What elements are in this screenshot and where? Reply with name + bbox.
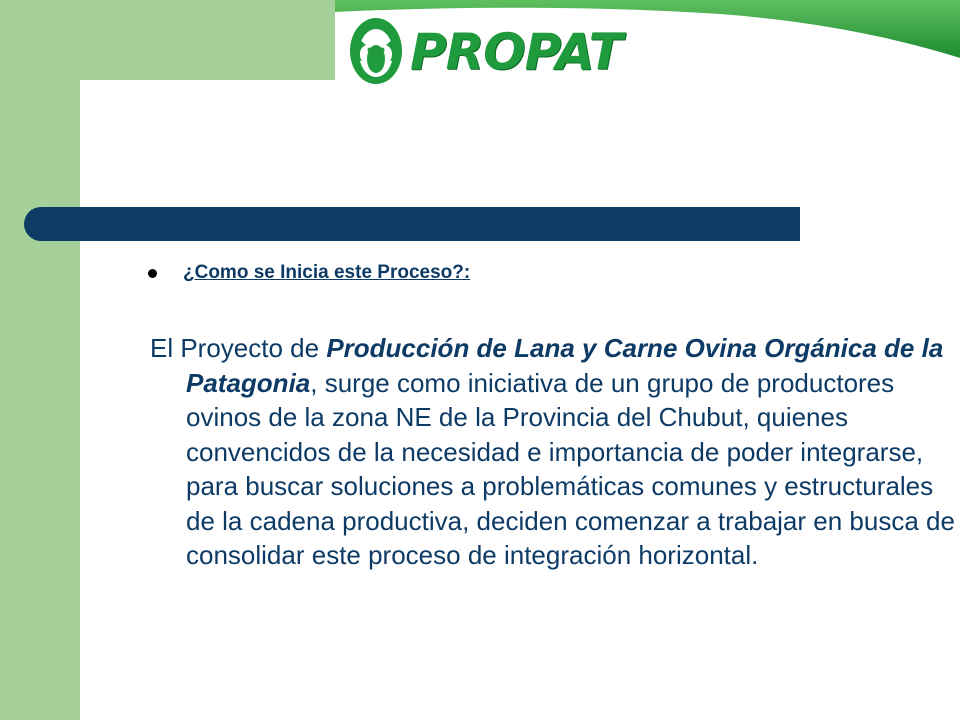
logo-wordmark: PROPAT bbox=[410, 23, 622, 81]
title-bar bbox=[24, 207, 800, 241]
paragraph-emphasis: Producción de Lana y Carne Ovina Orgánica de la Patagonia bbox=[186, 333, 944, 398]
ram-head-icon bbox=[348, 17, 404, 87]
green-side-panel bbox=[0, 0, 80, 720]
bullet-icon bbox=[148, 269, 157, 278]
paragraph-intro: El Proyecto de bbox=[150, 333, 327, 363]
bullet-heading-text[interactable]: ¿Como se Inicia este Proceso?: bbox=[183, 262, 471, 283]
paragraph-rest: , surge como iniciativa de un grupo de productores ovinos de la zona NE de la Provincia del Chubut, quienes convencidos de la necesidad e importancia de poder integrarse, para buscar soluciones a problemáticas comunes y estructurales de la cadena productiva, deciden comenzar a trabajar en busca de consolidar este proceso de integración horizontal. bbox=[186, 367, 955, 570]
propat-logo bbox=[348, 16, 622, 88]
body-paragraph bbox=[150, 331, 956, 573]
content-corner-curve bbox=[80, 80, 120, 120]
green-top-panel bbox=[0, 0, 335, 80]
bullet-heading bbox=[148, 262, 470, 284]
